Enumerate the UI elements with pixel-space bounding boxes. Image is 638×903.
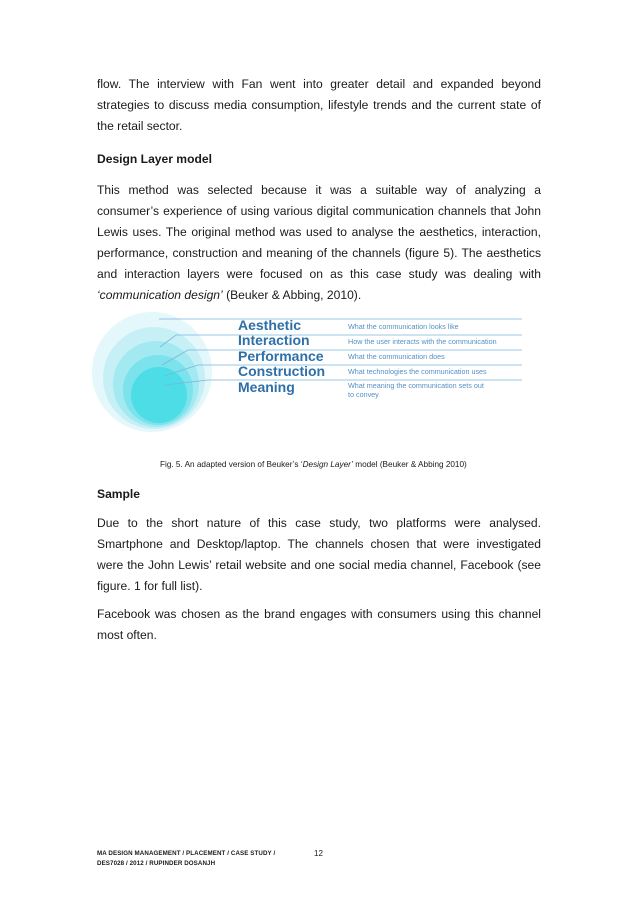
layer-descriptions xyxy=(348,322,497,399)
design-layer-figure xyxy=(92,311,532,436)
intro-paragraph xyxy=(97,74,541,137)
desc-performance: What the communication does xyxy=(348,352,445,361)
sample-paragraph-2 xyxy=(97,604,541,646)
footer-line-1: MA DESIGN MANAGEMENT / PLACEMENT / CASE STUDY / xyxy=(97,850,276,857)
design-layer-text-citation: (Beuker & Abbing, 2010). xyxy=(222,288,362,302)
sample-text-1: Due to the short nature of this case study, two platforms were analysed. Smartphone and Desktop/laptop. The channels chosen that were investigated were the John Lewis’ retail website and one social media channel, Facebook (see figure. 1 for full list). xyxy=(97,516,541,593)
desc-construction: What technologies the communication uses xyxy=(348,367,487,376)
desc-aesthetic: What the communication looks like xyxy=(348,322,459,331)
sample-heading: Sample xyxy=(97,487,141,501)
circle-meaning xyxy=(131,367,187,423)
figure-caption xyxy=(160,460,467,470)
page-number: 12 xyxy=(314,849,323,858)
title-meaning: Meaning xyxy=(238,379,295,395)
footer-line-2: DES7028 / 2012 / RUPINDER DOSANJH xyxy=(97,860,216,867)
layer-circles xyxy=(92,312,212,432)
title-performance: Performance xyxy=(238,348,324,364)
title-construction: Construction xyxy=(238,363,326,379)
desc-interaction: How the user interacts with the communication xyxy=(348,337,497,346)
design-layer-text xyxy=(97,180,541,306)
sample-text-2: Facebook was chosen as the brand engages with consumers using this channel most often. xyxy=(97,607,541,642)
design-layer-paragraph xyxy=(97,180,541,306)
caption-text-pre: Fig. 5. An adapted version of Beuker’s ‘ xyxy=(160,460,303,469)
caption-emphasis: Design Layer’ xyxy=(302,460,353,469)
design-layer-text-main: This method was selected because it was a suitable way of analyzing a consumer’s experience of using various digital communication channels that John Lewis uses. The original method was used to analyse the aesthetics, interaction, performance, construction and meaning of the channels (figure 5). The aesthetics and interaction layers were focused on as this case study was dealing with xyxy=(97,183,541,281)
caption-text-post: model (Beuker & Abbing 2010) xyxy=(352,460,467,469)
title-aesthetic: Aesthetic xyxy=(238,317,302,333)
desc-meaning: What meaning the communication sets out xyxy=(348,381,484,390)
communication-design-emphasis: ‘communication design’ xyxy=(97,288,223,302)
sample-paragraph-1 xyxy=(97,513,541,597)
intro-text: flow. The interview with Fan went into greater detail and expanded beyond strategies to discuss media consumption, lifestyle trends and the current state of the retail sector. xyxy=(97,77,541,133)
desc-meaning-line2: to convey xyxy=(348,390,379,399)
design-layer-heading: Design Layer model xyxy=(97,152,212,166)
layer-titles xyxy=(238,317,325,395)
footer-credit xyxy=(97,849,275,869)
title-interaction: Interaction xyxy=(238,332,310,348)
line-performance xyxy=(162,350,522,365)
